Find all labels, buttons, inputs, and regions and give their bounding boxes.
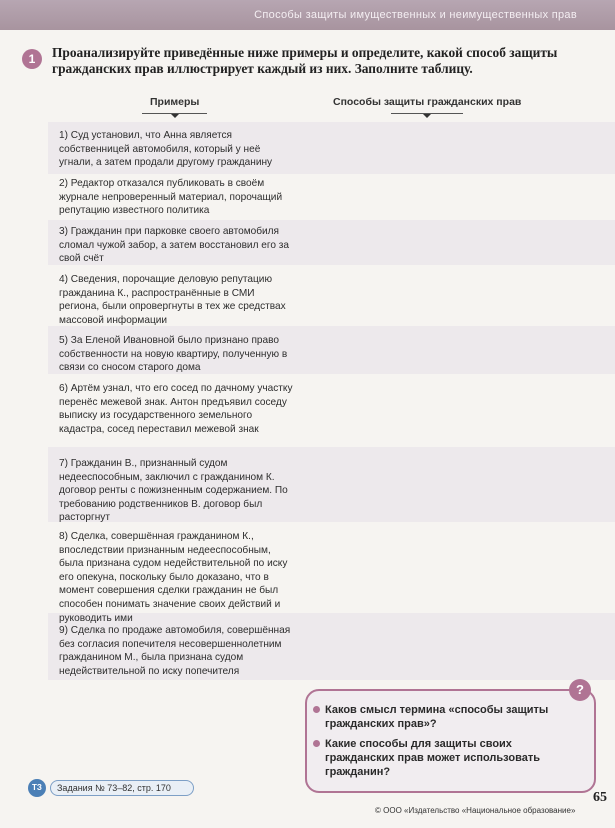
column-header-marker <box>423 114 431 118</box>
column-header-examples <box>150 96 199 108</box>
answer-cell[interactable] <box>300 268 605 324</box>
answer-cell[interactable] <box>300 377 605 444</box>
review-questions-box <box>305 689 596 793</box>
tz-badge-icon: ТЗ <box>28 779 46 797</box>
table-row-example: 3) Гражданин при парковке своего автомобиля сломал чужой забор, а затем восстановил его за свой счёт <box>59 226 289 265</box>
review-question-text: Какие способы для защиты своих гражданских прав может использовать гражданин? <box>325 738 540 778</box>
column-header-marker <box>171 114 179 118</box>
review-question <box>325 737 583 779</box>
answer-cell[interactable] <box>300 175 605 219</box>
answer-cell[interactable] <box>300 125 605 171</box>
table-row-example: 5) За Еленой Ивановной было признано право собственности на новую квартиру, полученную в связи со сносом старого дома <box>59 335 288 374</box>
task-number-badge: 1 <box>22 49 42 69</box>
table-row-example: 6) Артём узнал, что его сосед по дачному участку перенёс межевой знак. Антон предъявил соседу выписку из государственного земельного кадастра, сосед переставил межевой знак <box>59 383 293 435</box>
running-header-title: Способы защиты имущественных и неимущественных прав <box>254 9 577 21</box>
column-header-methods-label: Способы защиты гражданских прав <box>333 96 522 108</box>
column-header-examples-label: Примеры <box>150 96 200 108</box>
question-mark-icon: ? <box>569 679 591 701</box>
review-question <box>325 703 583 731</box>
column-header-methods <box>333 96 521 108</box>
table-row-example: 1) Суд установил, что Анна является собственницей автомобиля, который у неё угнали, а затем продали другому гражданину <box>59 130 273 169</box>
table-row-example: 9) Сделка по продаже автомобиля, совершённая без согласия попечителя несовершеннолетним гражданином М., была признана судом недействительной по иску попечителя <box>59 625 291 677</box>
bullet-icon <box>313 740 320 747</box>
page-number: 65 <box>593 790 607 805</box>
tz-reference: Задания № 73–82, стр. 170 <box>50 780 194 796</box>
table-row-example: 8) Сделка, совершённая гражданином К., впоследствии признанным недееспособным, была признана судом недействительной по иску его опекуна, поскольку было доказано, что в момент совершения сделки гражданин не был способен понимать значение своих действий и руководить ими <box>59 531 288 624</box>
answer-cell[interactable] <box>300 222 605 264</box>
answer-cell[interactable] <box>300 525 605 610</box>
table-row-example: 2) Редактор отказался публиковать в своём журнале непроверенный материал, порочащий репутацию известного политика <box>59 178 283 217</box>
table-row-example: 4) Сведения, порочащие деловую репутацию гражданина К., распространённые в СМИ региона, были опровергнуты в тех же средствах массовой информации <box>59 274 286 326</box>
answer-cell[interactable] <box>300 329 605 373</box>
table-row-example: 7) Гражданин В., признанный судом недееспособным, заключил с гражданином К. договор ренты с пожизненным содержанием. По требованию родственников В. договор был расторгнут <box>59 458 288 524</box>
copyright-text: © ООО «Издательство «Национальное образование» <box>375 806 576 815</box>
task-instruction: Проанализируйте приведённые ниже примеры и определите, какой способ защиты гражданских прав иллюстрирует каждый из них. Заполните таблицу. <box>52 45 558 76</box>
answer-cell[interactable] <box>300 616 605 678</box>
bullet-icon <box>313 706 320 713</box>
review-question-text: Каков смысл термина «способы защиты гражданских прав»? <box>325 704 549 730</box>
answer-cell[interactable] <box>300 450 605 520</box>
running-header <box>0 0 615 30</box>
